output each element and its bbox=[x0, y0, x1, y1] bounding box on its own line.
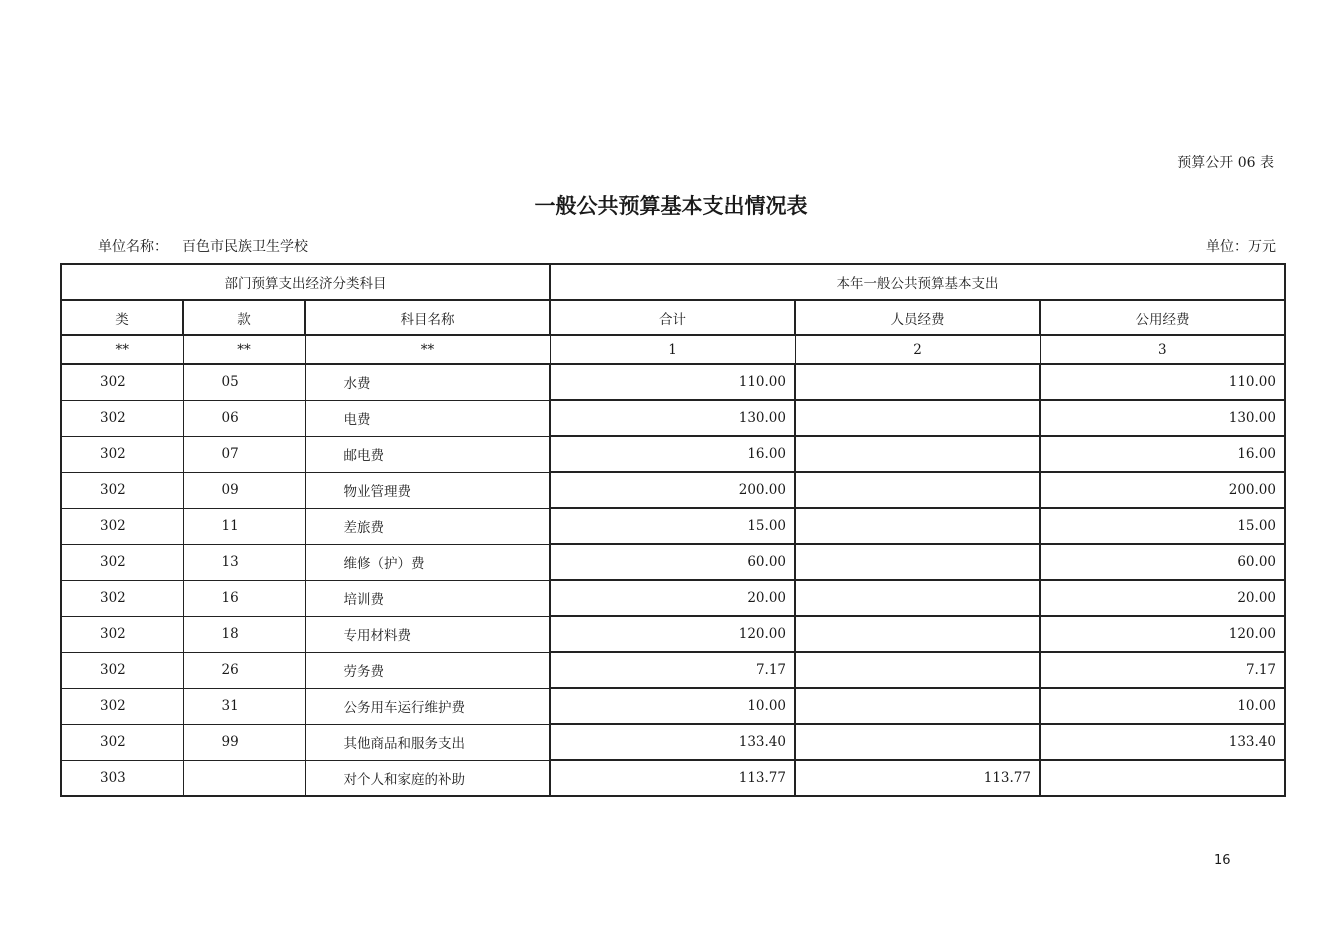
header-econ-group: 部门预算支出经济分类科目 bbox=[61, 264, 550, 300]
row-public-value: 7.17 bbox=[1040, 652, 1285, 688]
table-row bbox=[61, 724, 1285, 760]
row-total-value: 7.17 bbox=[550, 652, 795, 688]
row-class-code: 302 bbox=[61, 364, 183, 400]
unit-name bbox=[98, 236, 308, 256]
row-personnel-value bbox=[795, 364, 1040, 400]
row-item-code: 18 bbox=[183, 616, 305, 652]
row-item-code: 26 bbox=[183, 652, 305, 688]
header-public: 公用经费 bbox=[1040, 300, 1285, 335]
row-total-value: 133.40 bbox=[550, 724, 795, 760]
row-class-code: 302 bbox=[61, 724, 183, 760]
row-personnel-value bbox=[795, 724, 1040, 760]
page-number: 16 bbox=[1214, 853, 1231, 868]
row-personnel-value bbox=[795, 544, 1040, 580]
row-personnel-value bbox=[795, 508, 1040, 544]
row-public-value: 20.00 bbox=[1040, 580, 1285, 616]
row-personnel-value bbox=[795, 688, 1040, 724]
mark-item: ** bbox=[183, 335, 305, 364]
row-subject-name: 差旅费 bbox=[305, 508, 550, 544]
row-public-value: 133.40 bbox=[1040, 724, 1285, 760]
row-public-value: 130.00 bbox=[1040, 400, 1285, 436]
header-budget-group: 本年一般公共预算基本支出 bbox=[550, 264, 1285, 300]
index-public: 3 bbox=[1040, 335, 1285, 364]
row-class-code: 302 bbox=[61, 652, 183, 688]
table-row bbox=[61, 652, 1285, 688]
table-row bbox=[61, 508, 1285, 544]
page-title: 一般公共预算基本支出情况表 bbox=[534, 194, 808, 218]
row-item-code: 99 bbox=[183, 724, 305, 760]
index-personnel: 2 bbox=[795, 335, 1040, 364]
table-row bbox=[61, 580, 1285, 616]
row-item-code: 07 bbox=[183, 436, 305, 472]
row-class-code: 302 bbox=[61, 472, 183, 508]
row-total-value: 16.00 bbox=[550, 436, 795, 472]
row-public-value: 120.00 bbox=[1040, 616, 1285, 652]
header-row-index bbox=[61, 335, 1285, 364]
row-public-value: 15.00 bbox=[1040, 508, 1285, 544]
row-subject-name: 劳务费 bbox=[305, 652, 550, 688]
row-class-code: 302 bbox=[61, 616, 183, 652]
index-total: 1 bbox=[550, 335, 795, 364]
row-public-value: 110.00 bbox=[1040, 364, 1285, 400]
row-personnel-value bbox=[795, 616, 1040, 652]
row-class-code: 302 bbox=[61, 544, 183, 580]
row-class-code: 302 bbox=[61, 400, 183, 436]
row-subject-name: 培训费 bbox=[305, 580, 550, 616]
row-class-code: 302 bbox=[61, 580, 183, 616]
header-total: 合计 bbox=[550, 300, 795, 335]
table-row bbox=[61, 436, 1285, 472]
row-total-value: 113.77 bbox=[550, 760, 795, 796]
row-personnel-value bbox=[795, 436, 1040, 472]
row-public-value bbox=[1040, 760, 1285, 796]
table-row bbox=[61, 544, 1285, 580]
row-total-value: 120.00 bbox=[550, 616, 795, 652]
row-public-value: 16.00 bbox=[1040, 436, 1285, 472]
row-subject-name: 物业管理费 bbox=[305, 472, 550, 508]
row-total-value: 10.00 bbox=[550, 688, 795, 724]
row-personnel-value bbox=[795, 400, 1040, 436]
unit-name-label: 单位名称： bbox=[98, 239, 168, 255]
row-personnel-value bbox=[795, 580, 1040, 616]
unit-measure: 单位：万元 bbox=[1206, 239, 1276, 255]
row-subject-name: 维修（护）费 bbox=[305, 544, 550, 580]
row-class-code: 302 bbox=[61, 688, 183, 724]
table-row bbox=[61, 472, 1285, 508]
header-name: 科目名称 bbox=[305, 300, 550, 335]
row-class-code: 303 bbox=[61, 760, 183, 796]
header-class: 类 bbox=[61, 300, 183, 335]
row-subject-name: 公务用车运行维护费 bbox=[305, 688, 550, 724]
unit-name-value: 百色市民族卫生学校 bbox=[182, 239, 308, 255]
row-total-value: 110.00 bbox=[550, 364, 795, 400]
row-item-code: 13 bbox=[183, 544, 305, 580]
row-subject-name: 对个人和家庭的补助 bbox=[305, 760, 550, 796]
row-public-value: 200.00 bbox=[1040, 472, 1285, 508]
row-subject-name: 专用材料费 bbox=[305, 616, 550, 652]
row-public-value: 10.00 bbox=[1040, 688, 1285, 724]
row-total-value: 130.00 bbox=[550, 400, 795, 436]
budget-table bbox=[60, 263, 1286, 797]
mark-class: ** bbox=[61, 335, 183, 364]
row-item-code bbox=[183, 760, 305, 796]
row-item-code: 09 bbox=[183, 472, 305, 508]
row-personnel-value: 113.77 bbox=[795, 760, 1040, 796]
table-row bbox=[61, 688, 1285, 724]
row-personnel-value bbox=[795, 472, 1040, 508]
header-item: 款 bbox=[183, 300, 305, 335]
row-personnel-value bbox=[795, 652, 1040, 688]
row-subject-name: 邮电费 bbox=[305, 436, 550, 472]
row-subject-name: 其他商品和服务支出 bbox=[305, 724, 550, 760]
header-personnel: 人员经费 bbox=[795, 300, 1040, 335]
row-total-value: 60.00 bbox=[550, 544, 795, 580]
header-row-groups bbox=[61, 264, 1285, 300]
row-total-value: 200.00 bbox=[550, 472, 795, 508]
row-class-code: 302 bbox=[61, 508, 183, 544]
table-row bbox=[61, 364, 1285, 400]
row-subject-name: 水费 bbox=[305, 364, 550, 400]
row-total-value: 15.00 bbox=[550, 508, 795, 544]
row-item-code: 16 bbox=[183, 580, 305, 616]
row-item-code: 05 bbox=[183, 364, 305, 400]
mark-name: ** bbox=[305, 335, 550, 364]
header-row-columns bbox=[61, 300, 1285, 335]
form-code: 预算公开 06 表 bbox=[1177, 155, 1274, 171]
row-item-code: 11 bbox=[183, 508, 305, 544]
table-row bbox=[61, 616, 1285, 652]
row-item-code: 06 bbox=[183, 400, 305, 436]
row-class-code: 302 bbox=[61, 436, 183, 472]
row-item-code: 31 bbox=[183, 688, 305, 724]
row-total-value: 20.00 bbox=[550, 580, 795, 616]
table-row bbox=[61, 760, 1285, 796]
row-public-value: 60.00 bbox=[1040, 544, 1285, 580]
row-subject-name: 电费 bbox=[305, 400, 550, 436]
table-row bbox=[61, 400, 1285, 436]
